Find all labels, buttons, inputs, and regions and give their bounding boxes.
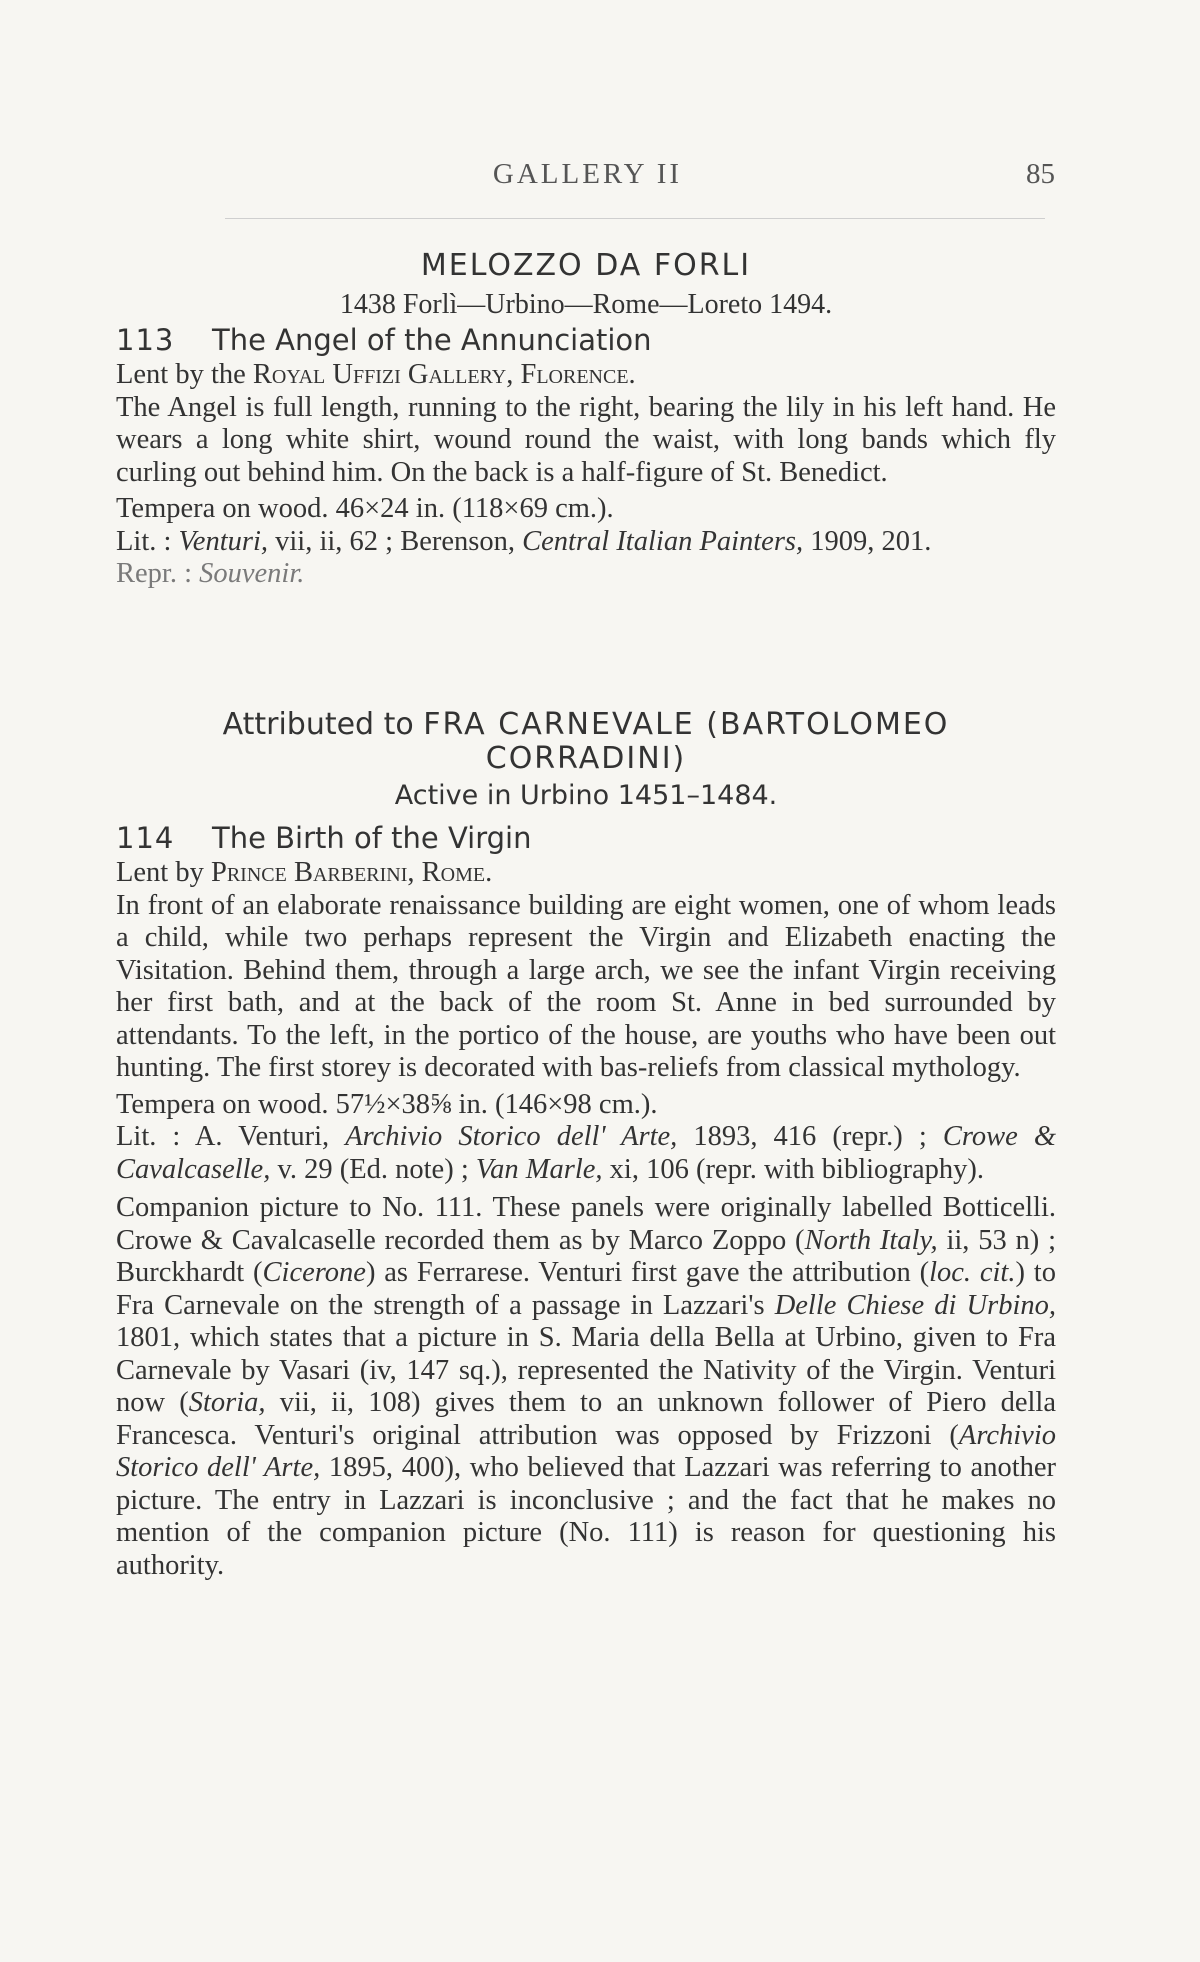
medium-dimensions: Tempera on wood. 46×24 in. (118×69 cm.). xyxy=(116,493,614,524)
catalogue-entry-heading xyxy=(116,323,1056,357)
artist-active-dates: Active in Urbino 1451–1484. xyxy=(394,780,778,811)
entry-number: 113 xyxy=(116,323,175,357)
header-rule xyxy=(225,218,1045,219)
catalogue-entry-heading xyxy=(116,821,1056,855)
artist-name: MELOZZO DA FORLI xyxy=(420,248,752,283)
artist-dates: 1438 Forlì—Urbino—Rome—Loreto 1494. xyxy=(339,289,833,320)
lender-name: Royal Uffizi Gallery, Florence. xyxy=(252,359,636,390)
reproduction-reference: Repr. : Souvenir. xyxy=(116,558,305,589)
artist-attribution: Attributed to FRA CARNEVALE (BARTOLOMEO CORRADINI) xyxy=(222,707,950,776)
entry-description: The Angel is full length, running to the right, bearing the lily in his left hand. He wears a long white shirt, wound round the waist, with long bands which fly curling out behind him. On the back is a half-figure of St. Benedict. xyxy=(116,391,1056,488)
entry-title: The Angel of the Annunciation xyxy=(212,323,652,357)
artist-name: FRA CARNEVALE (BARTOLOMEO CORRADINI) xyxy=(423,707,950,776)
artist-section-melozzo xyxy=(116,248,1056,591)
entry-number: 114 xyxy=(116,821,175,855)
literature-references: Lit. : Venturi, vii, ii, 62 ; Berenson, Central Italian Painters, 1909, 201. xyxy=(116,525,932,557)
gallery-title: GALLERY II xyxy=(492,158,683,190)
medium-dimensions: Tempera on wood. 57½×38⅝ in. (146×98 cm.). xyxy=(116,1088,658,1120)
entry-title: The Birth of the Virgin xyxy=(212,821,532,855)
literature-references: Lit. : A. Venturi, Archivio Storico dell' Arte, 1893, 416 (repr.) ; Crowe & Cavalcaselle, v. 29 (Ed. note) ; Van Marle, xi, 106 (repr. with bibliography). xyxy=(116,1121,1056,1185)
running-head xyxy=(120,158,1055,198)
page-number: 85 xyxy=(1026,158,1055,190)
attribution-note: Companion picture to No. 111. These panels were originally labelled Botticelli. Crowe & Cavalcaselle recorded them as by Marco Zoppo (North Italy, ii, 53 n) ; Burckhardt (Cicerone) as Ferrarese. Venturi first gave the attribution (loc. cit.) to Fra Carnevale on the strength of a passage in Lazzari's Delle Chiese di Urbino, 1801, which states that a picture in S. Maria della Bella at Urbino, given to Fra Carnevale by Vasari (iv, 147 sq.), represented the Nativity of the Virgin. Venturi now (Storia, vii, ii, 108) gives them to an unknown follower of Piero della Francesca. Venturi's original attribution was opposed by Frizzoni (Archivio Storico dell' Arte, 1895, 400), who believed that Lazzari was referring to another picture. The entry in Lazzari is inconclusive ; and the fact that he makes no mention of the companion picture (No. 111) is reason for questioning his authority. xyxy=(116,1192,1056,1581)
entry-description: In front of an elaborate renaissance building are eight women, one of whom leads a child, while two perhaps represent the Virgin and Elizabeth enacting the Visitation. Behind them, through a large arch, we see the infant Virgin receiving her first bath, and at the back of the room St. Anne in bed surrounded by attendants. To the left, in the portico of the house, are youths who have been out hunting. The first storey is decorated with bas-reliefs from classical mythology. xyxy=(116,889,1056,1083)
lender-line: Lent by the Royal Uffizi Gallery, Florence. xyxy=(116,359,636,390)
lender-name: Prince Barberini, Rome. xyxy=(210,857,493,888)
lender-line: Lent by Prince Barberini, Rome. xyxy=(116,857,493,888)
artist-section-carnevale xyxy=(116,708,1056,1582)
